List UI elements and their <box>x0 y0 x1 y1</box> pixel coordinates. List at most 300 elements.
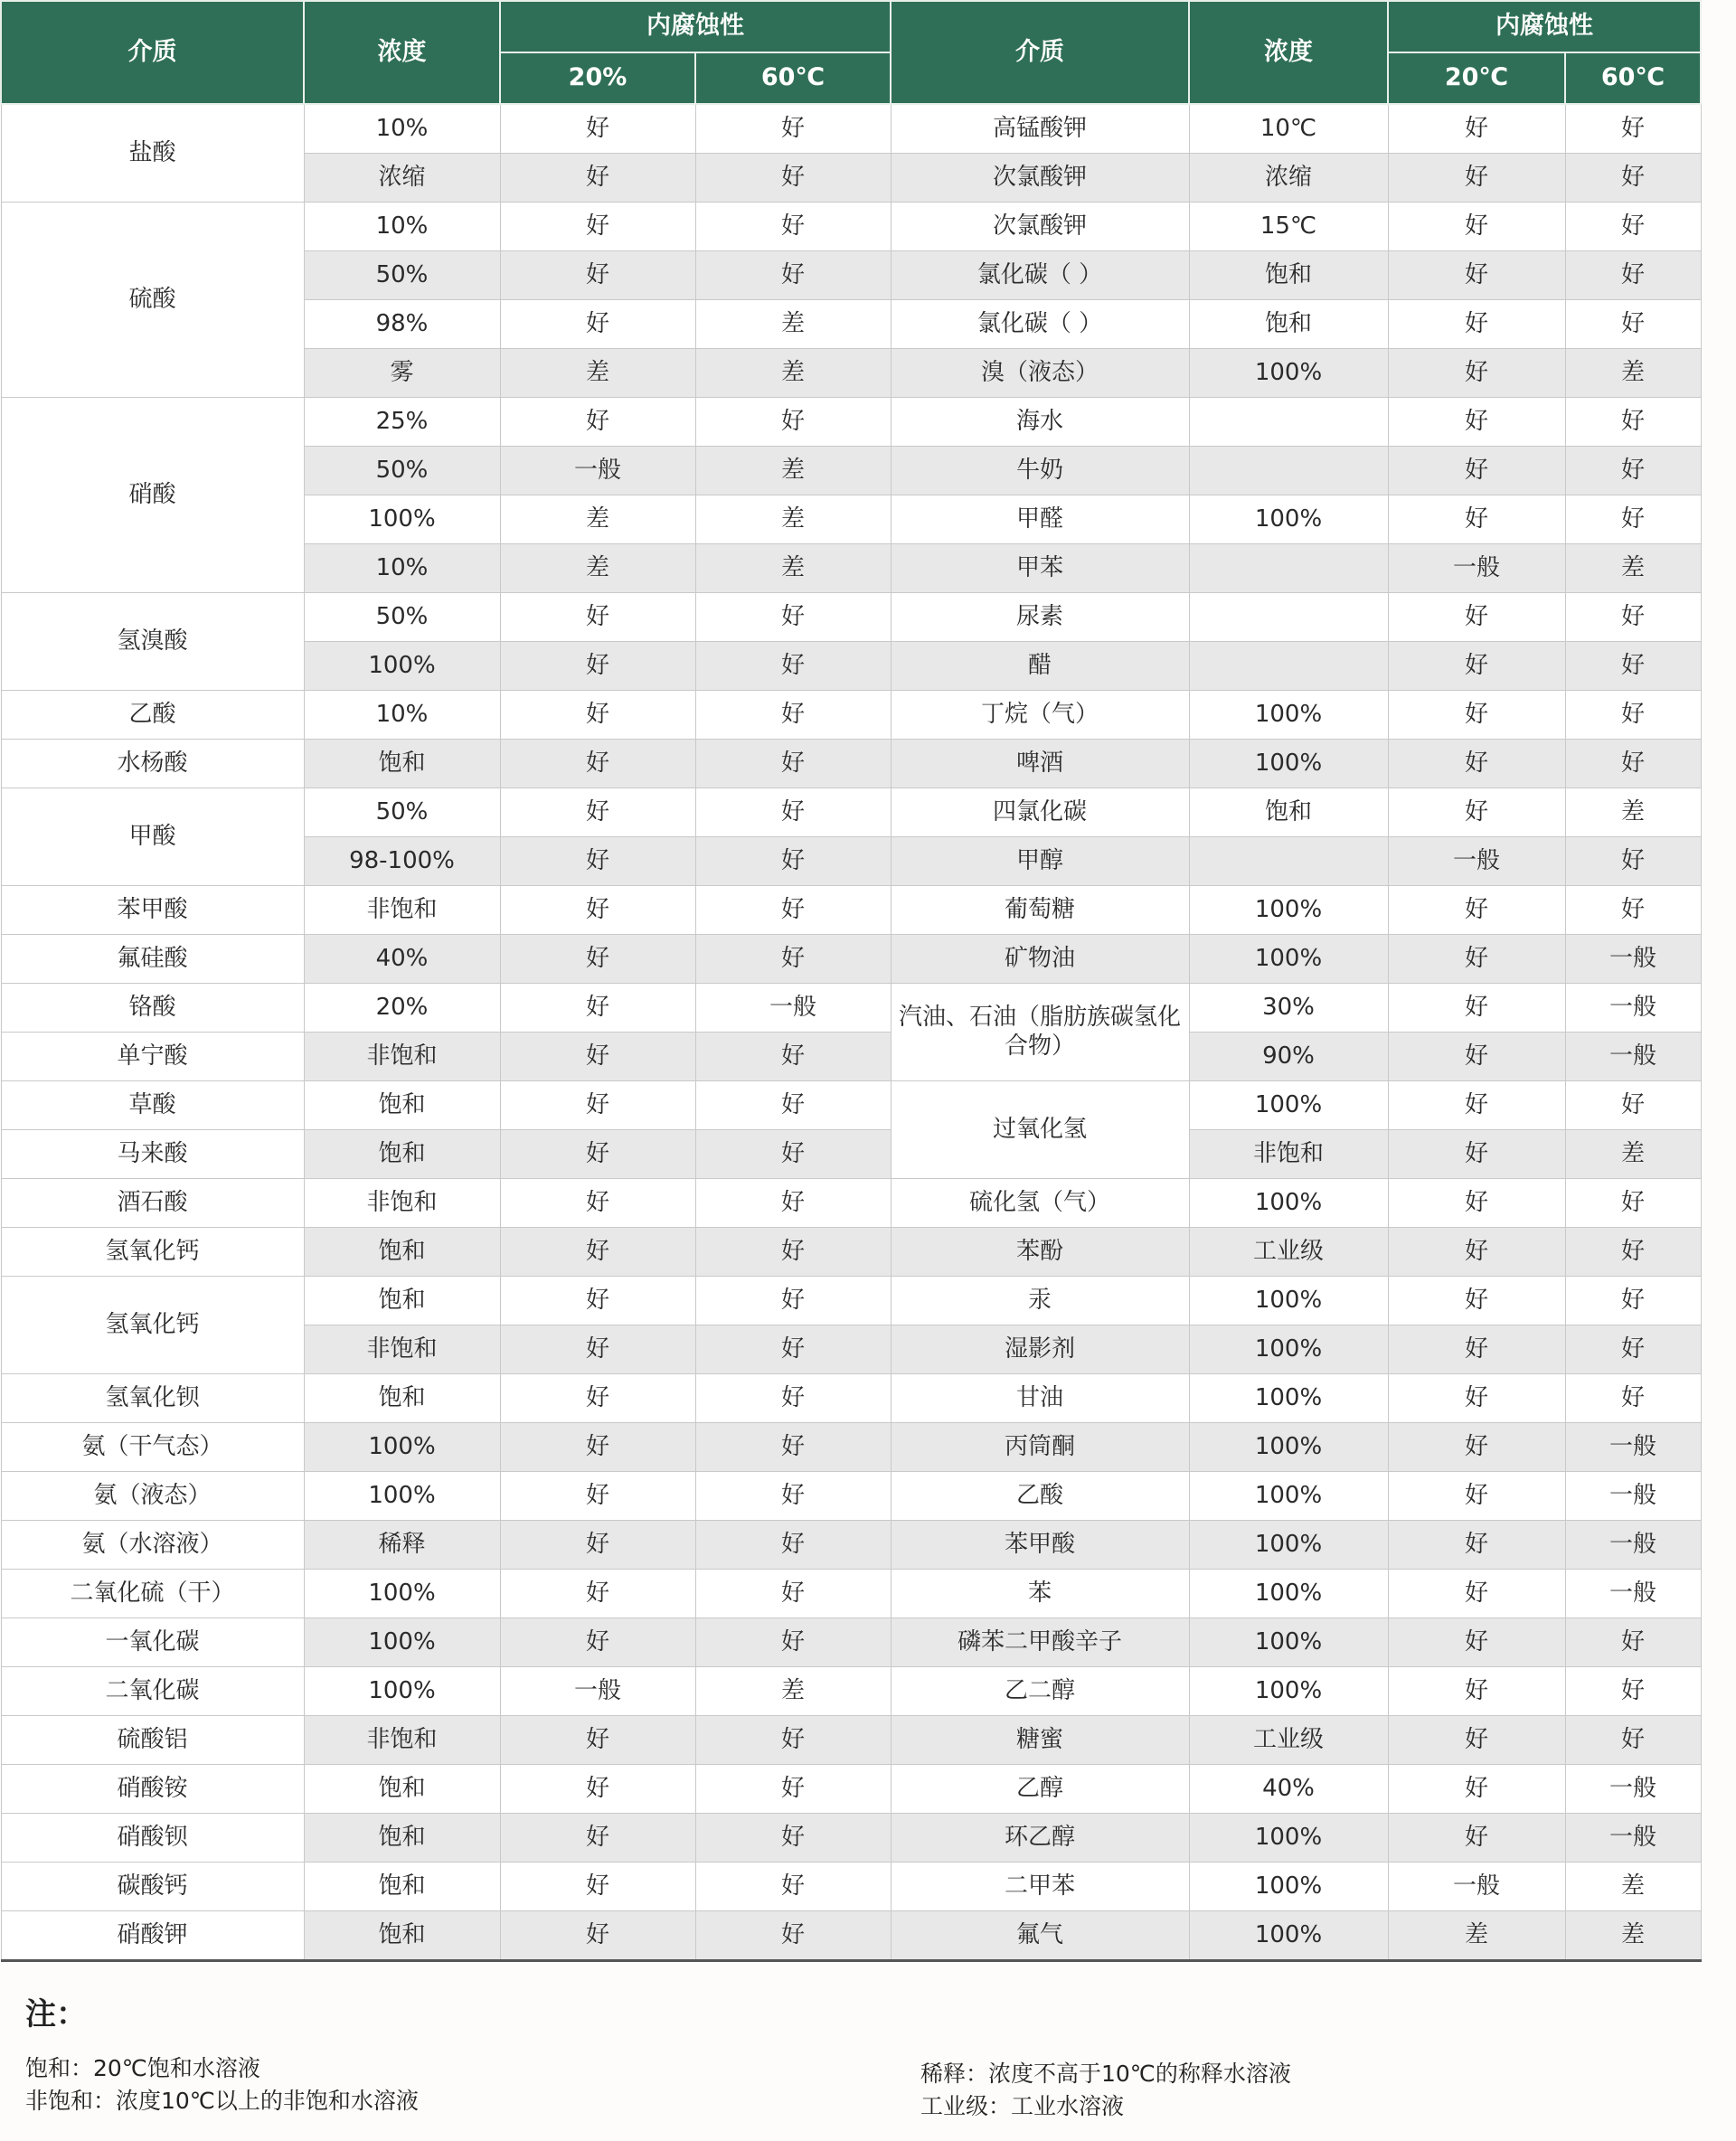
medium-cell: 乙醇 <box>891 1765 1189 1814</box>
medium-cell: 甘油 <box>891 1374 1189 1423</box>
resistance-60-cell: 好 <box>1565 154 1701 203</box>
concentration-cell: 25% <box>304 398 500 447</box>
resistance-60-cell: 好 <box>695 1277 891 1325</box>
concentration-cell: 饱和 <box>304 1374 500 1423</box>
resistance-60-cell: 差 <box>1565 544 1701 593</box>
resistance-60-cell: 一般 <box>1565 1472 1701 1521</box>
note-unsaturated: 非饱和：浓度10℃以上的非饱和水溶液 <box>25 2088 419 2114</box>
table-row <box>1 1521 1701 1570</box>
resistance-60-cell: 好 <box>1565 203 1701 251</box>
medium-cell: 甲醇 <box>891 837 1189 886</box>
resistance-20-cell: 好 <box>500 984 695 1033</box>
medium-cell: 硫化氢（气） <box>891 1179 1189 1228</box>
resistance-20-cell: 好 <box>500 1130 695 1179</box>
resistance-60-cell: 差 <box>1565 1863 1701 1911</box>
table-row <box>1 984 1701 1033</box>
resistance-60-cell: 差 <box>1565 788 1701 837</box>
resistance-20-cell: 差 <box>500 495 695 544</box>
medium-cell: 矿物油 <box>891 935 1189 984</box>
resistance-20-cell: 好 <box>500 154 695 203</box>
table-body <box>1 104 1701 1961</box>
concentration-cell: 100% <box>304 642 500 691</box>
medium-cell: 苯 <box>891 1570 1189 1618</box>
medium-cell: 硝酸钾 <box>1 1911 304 1961</box>
resistance-60-cell: 一般 <box>1565 1521 1701 1570</box>
medium-cell: 乙酸 <box>1 691 304 740</box>
concentration-cell: 100% <box>1189 1521 1388 1570</box>
concentration-cell: 工业级 <box>1189 1716 1388 1765</box>
header-medium: 介质 <box>1 1 304 104</box>
table-row <box>1 1130 1701 1179</box>
concentration-cell <box>1189 447 1388 495</box>
resistance-60-cell: 差 <box>1565 1911 1701 1961</box>
concentration-cell: 饱和 <box>304 1765 500 1814</box>
resistance-60-cell: 好 <box>695 935 891 984</box>
header-concentration: 浓度 <box>304 1 500 104</box>
medium-cell: 汞 <box>891 1277 1189 1325</box>
concentration-cell: 100% <box>304 1472 500 1521</box>
resistance-60-cell: 好 <box>695 740 891 788</box>
resistance-20-cell: 好 <box>1388 203 1565 251</box>
note-industrial: 工业级：工业水溶液 <box>920 2093 1125 2119</box>
concentration-cell: 100% <box>1189 1472 1388 1521</box>
resistance-20-cell: 好 <box>1388 1570 1565 1618</box>
concentration-cell: 雾 <box>304 349 500 398</box>
resistance-20-cell: 好 <box>500 104 695 154</box>
concentration-cell: 100% <box>1189 691 1388 740</box>
resistance-60-cell: 一般 <box>695 984 891 1033</box>
resistance-20-cell: 好 <box>1388 398 1565 447</box>
concentration-cell: 15℃ <box>1189 203 1388 251</box>
notes-title: 注： <box>25 1996 87 2033</box>
medium-cell: 苯甲酸 <box>891 1521 1189 1570</box>
medium-cell: 酒石酸 <box>1 1179 304 1228</box>
resistance-20-cell: 好 <box>500 251 695 300</box>
resistance-60-cell: 好 <box>1565 1325 1701 1374</box>
concentration-cell: 饱和 <box>304 1130 500 1179</box>
resistance-20-cell: 好 <box>1388 1716 1565 1765</box>
resistance-60-cell: 好 <box>695 1814 891 1863</box>
concentration-cell: 非饱和 <box>304 1325 500 1374</box>
resistance-60-cell: 一般 <box>1565 1570 1701 1618</box>
resistance-60-cell: 好 <box>695 1130 891 1179</box>
concentration-cell: 非饱和 <box>1189 1130 1388 1179</box>
concentration-cell: 饱和 <box>304 1228 500 1277</box>
resistance-20-cell: 好 <box>1388 1277 1565 1325</box>
resistance-20-cell: 好 <box>500 837 695 886</box>
resistance-20-cell: 一般 <box>1388 544 1565 593</box>
medium-cell: 单宁酸 <box>1 1033 304 1081</box>
table-row <box>1 1814 1701 1863</box>
medium-cell: 氯化碳（ ） <box>891 251 1189 300</box>
table-row <box>1 398 1701 447</box>
resistance-20-cell: 好 <box>1388 1033 1565 1081</box>
resistance-20-cell: 好 <box>1388 1618 1565 1667</box>
concentration-cell: 非饱和 <box>304 1179 500 1228</box>
header-row <box>1 1 1701 52</box>
resistance-60-cell: 好 <box>1565 1277 1701 1325</box>
resistance-20-cell: 好 <box>500 1814 695 1863</box>
medium-cell: 汽油、石油（脂肪族碳氢化合物） <box>891 984 1189 1081</box>
medium-cell: 二氧化硫（干） <box>1 1570 304 1618</box>
concentration-cell <box>1189 544 1388 593</box>
medium-cell: 一氧化碳 <box>1 1618 304 1667</box>
resistance-60-cell: 好 <box>1565 1618 1701 1667</box>
resistance-20-cell: 差 <box>1388 1911 1565 1961</box>
resistance-20-cell: 好 <box>500 691 695 740</box>
concentration-cell: 100% <box>304 1423 500 1472</box>
table-row <box>1 1472 1701 1521</box>
resistance-20-cell: 好 <box>500 300 695 349</box>
medium-cell: 盐酸 <box>1 104 304 203</box>
resistance-60-cell: 好 <box>1565 104 1701 154</box>
medium-cell: 乙二醇 <box>891 1667 1189 1716</box>
header-corrosion: 内腐蚀性 <box>500 1 891 52</box>
resistance-60-cell: 好 <box>1565 1716 1701 1765</box>
concentration-cell: 10% <box>304 544 500 593</box>
table-row <box>1 593 1701 642</box>
concentration-cell: 100% <box>1189 349 1388 398</box>
resistance-20-cell: 好 <box>1388 886 1565 935</box>
medium-cell: 苯甲酸 <box>1 886 304 935</box>
resistance-60-cell: 差 <box>695 1667 891 1716</box>
resistance-60-cell: 差 <box>695 544 891 593</box>
resistance-60-cell: 好 <box>695 691 891 740</box>
table-row <box>1 1765 1701 1814</box>
resistance-20-cell: 差 <box>500 544 695 593</box>
medium-cell: 环乙醇 <box>891 1814 1189 1863</box>
medium-cell: 硝酸钡 <box>1 1814 304 1863</box>
resistance-20-cell: 好 <box>500 1179 695 1228</box>
table-row <box>1 104 1701 154</box>
concentration-cell: 10℃ <box>1189 104 1388 154</box>
resistance-20-cell: 好 <box>1388 740 1565 788</box>
concentration-cell: 100% <box>304 1618 500 1667</box>
table-row <box>1 1863 1701 1911</box>
concentration-cell: 非饱和 <box>304 1033 500 1081</box>
concentration-cell: 98% <box>304 300 500 349</box>
table-row <box>1 1179 1701 1228</box>
medium-cell: 丁烷（气） <box>891 691 1189 740</box>
resistance-60-cell: 好 <box>695 1179 891 1228</box>
resistance-20-cell: 好 <box>500 1521 695 1570</box>
concentration-cell: 50% <box>304 251 500 300</box>
resistance-20-cell: 好 <box>1388 984 1565 1033</box>
concentration-cell: 100% <box>1189 1667 1388 1716</box>
concentration-cell: 饱和 <box>304 1277 500 1325</box>
resistance-20-cell: 好 <box>1388 104 1565 154</box>
resistance-20-cell: 好 <box>500 1716 695 1765</box>
medium-cell: 氢氧化钡 <box>1 1374 304 1423</box>
resistance-20-cell: 好 <box>500 1228 695 1277</box>
concentration-cell: 非饱和 <box>304 886 500 935</box>
resistance-20-cell: 好 <box>1388 1765 1565 1814</box>
medium-cell: 湿影剂 <box>891 1325 1189 1374</box>
resistance-60-cell: 好 <box>695 1618 891 1667</box>
medium-cell: 硫酸 <box>1 203 304 398</box>
notes <box>25 1989 1707 2119</box>
resistance-20-cell: 好 <box>1388 1521 1565 1570</box>
resistance-20-cell: 好 <box>1388 300 1565 349</box>
concentration-cell: 50% <box>304 593 500 642</box>
resistance-20-cell: 好 <box>1388 1081 1565 1130</box>
resistance-20-cell: 好 <box>500 1277 695 1325</box>
medium-cell: 磷苯二甲酸辛子 <box>891 1618 1189 1667</box>
resistance-20-cell: 一般 <box>500 1667 695 1716</box>
resistance-20-cell: 好 <box>500 1911 695 1961</box>
resistance-60-cell: 好 <box>1565 251 1701 300</box>
concentration-cell: 98-100% <box>304 837 500 886</box>
resistance-60-cell: 好 <box>1565 1667 1701 1716</box>
medium-cell: 尿素 <box>891 593 1189 642</box>
resistance-20-cell: 好 <box>500 1081 695 1130</box>
medium-cell: 甲酸 <box>1 788 304 886</box>
medium-cell: 铬酸 <box>1 984 304 1033</box>
medium-cell: 氨（水溶液） <box>1 1521 304 1570</box>
resistance-20-cell: 好 <box>1388 251 1565 300</box>
resistance-20-cell: 好 <box>1388 1814 1565 1863</box>
resistance-60-cell: 好 <box>695 104 891 154</box>
resistance-60-cell: 好 <box>695 398 891 447</box>
resistance-20-cell: 好 <box>1388 788 1565 837</box>
resistance-60-cell: 好 <box>1565 1228 1701 1277</box>
medium-cell: 草酸 <box>1 1081 304 1130</box>
resistance-20-cell: 好 <box>500 740 695 788</box>
concentration-cell: 100% <box>1189 740 1388 788</box>
concentration-cell: 饱和 <box>304 1911 500 1961</box>
resistance-20-cell: 好 <box>1388 1423 1565 1472</box>
table-row <box>1 740 1701 788</box>
resistance-20-cell: 一般 <box>1388 1863 1565 1911</box>
medium-cell: 苯酚 <box>891 1228 1189 1277</box>
table-row <box>1 1911 1701 1961</box>
header-temp-60: 60℃ <box>695 52 891 104</box>
resistance-20-cell: 好 <box>1388 447 1565 495</box>
resistance-60-cell: 好 <box>1565 691 1701 740</box>
resistance-60-cell: 好 <box>695 837 891 886</box>
resistance-60-cell: 好 <box>695 1472 891 1521</box>
resistance-60-cell: 一般 <box>1565 984 1701 1033</box>
resistance-60-cell: 好 <box>695 1081 891 1130</box>
concentration-cell: 饱和 <box>304 1814 500 1863</box>
table-row <box>1 1667 1701 1716</box>
medium-cell: 氟气 <box>891 1911 1189 1961</box>
resistance-60-cell: 一般 <box>1565 1423 1701 1472</box>
resistance-20-cell: 好 <box>1388 593 1565 642</box>
resistance-60-cell: 好 <box>695 203 891 251</box>
header-temp-20: 20% <box>500 52 695 104</box>
resistance-20-cell: 好 <box>1388 642 1565 691</box>
concentration-cell: 90% <box>1189 1033 1388 1081</box>
resistance-20-cell: 好 <box>1388 1179 1565 1228</box>
resistance-20-cell: 好 <box>1388 495 1565 544</box>
resistance-20-cell: 好 <box>500 1423 695 1472</box>
medium-cell: 牛奶 <box>891 447 1189 495</box>
header-concentration: 浓度 <box>1189 1 1388 104</box>
resistance-60-cell: 好 <box>695 1911 891 1961</box>
resistance-20-cell: 好 <box>1388 1374 1565 1423</box>
medium-cell: 啤酒 <box>891 740 1189 788</box>
table-row <box>1 1228 1701 1277</box>
medium-cell: 丙筒酮 <box>891 1423 1189 1472</box>
concentration-cell: 浓缩 <box>304 154 500 203</box>
resistance-20-cell: 好 <box>500 1374 695 1423</box>
concentration-cell: 50% <box>304 447 500 495</box>
medium-cell: 马来酸 <box>1 1130 304 1179</box>
concentration-cell <box>1189 642 1388 691</box>
resistance-20-cell: 好 <box>1388 1130 1565 1179</box>
concentration-cell: 工业级 <box>1189 1228 1388 1277</box>
header-medium: 介质 <box>891 1 1189 104</box>
note-saturated: 饱和：20℃饱和水溶液 <box>25 2055 260 2081</box>
medium-cell: 甲苯 <box>891 544 1189 593</box>
concentration-cell: 50% <box>304 788 500 837</box>
concentration-cell: 100% <box>1189 886 1388 935</box>
resistance-20-cell: 好 <box>500 1765 695 1814</box>
resistance-20-cell: 好 <box>1388 1228 1565 1277</box>
resistance-20-cell: 好 <box>1388 1667 1565 1716</box>
concentration-cell: 饱和 <box>304 740 500 788</box>
medium-cell: 硝酸铵 <box>1 1765 304 1814</box>
resistance-20-cell: 差 <box>500 349 695 398</box>
table-row <box>1 1033 1701 1081</box>
resistance-20-cell: 好 <box>1388 349 1565 398</box>
concentration-cell: 饱和 <box>304 1863 500 1911</box>
concentration-cell: 100% <box>1189 1911 1388 1961</box>
concentration-cell: 饱和 <box>1189 788 1388 837</box>
resistance-20-cell: 好 <box>1388 1472 1565 1521</box>
resistance-60-cell: 好 <box>1565 1179 1701 1228</box>
resistance-60-cell: 好 <box>1565 642 1701 691</box>
resistance-20-cell: 好 <box>500 886 695 935</box>
medium-cell: 葡萄糖 <box>891 886 1189 935</box>
table-row <box>1 203 1701 251</box>
medium-cell: 碳酸钙 <box>1 1863 304 1911</box>
resistance-20-cell: 好 <box>500 203 695 251</box>
header-temp-60: 60℃ <box>1565 52 1701 104</box>
concentration-cell: 10% <box>304 203 500 251</box>
concentration-cell: 40% <box>304 935 500 984</box>
table-row <box>1 1716 1701 1765</box>
medium-cell: 水杨酸 <box>1 740 304 788</box>
medium-cell: 氨（液态） <box>1 1472 304 1521</box>
resistance-60-cell: 好 <box>695 886 891 935</box>
resistance-60-cell: 好 <box>695 642 891 691</box>
resistance-60-cell: 好 <box>1565 837 1701 886</box>
concentration-cell <box>1189 593 1388 642</box>
medium-cell: 甲醛 <box>891 495 1189 544</box>
table-row <box>1 691 1701 740</box>
resistance-60-cell: 好 <box>1565 740 1701 788</box>
resistance-60-cell: 好 <box>695 1765 891 1814</box>
medium-cell: 二氧化碳 <box>1 1667 304 1716</box>
header-corrosion: 内腐蚀性 <box>1388 1 1701 52</box>
resistance-20-cell: 好 <box>500 935 695 984</box>
medium-cell: 溴（液态） <box>891 349 1189 398</box>
concentration-cell: 饱和 <box>1189 251 1388 300</box>
medium-cell: 二甲苯 <box>891 1863 1189 1911</box>
resistance-20-cell: 好 <box>1388 1325 1565 1374</box>
resistance-60-cell: 好 <box>695 251 891 300</box>
concentration-cell: 饱和 <box>1189 300 1388 349</box>
concentration-cell: 100% <box>1189 1423 1388 1472</box>
resistance-60-cell: 好 <box>1565 495 1701 544</box>
resistance-20-cell: 一般 <box>1388 837 1565 886</box>
resistance-60-cell: 一般 <box>1565 1033 1701 1081</box>
concentration-cell: 100% <box>1189 1863 1388 1911</box>
medium-cell: 四氯化碳 <box>891 788 1189 837</box>
medium-cell: 氢氧化钙 <box>1 1228 304 1277</box>
resistance-20-cell: 好 <box>500 1618 695 1667</box>
concentration-cell <box>1189 398 1388 447</box>
resistance-20-cell: 好 <box>500 642 695 691</box>
medium-cell: 醋 <box>891 642 1189 691</box>
medium-cell: 海水 <box>891 398 1189 447</box>
concentration-cell: 浓缩 <box>1189 154 1388 203</box>
concentration-cell: 100% <box>1189 1081 1388 1130</box>
resistance-20-cell: 好 <box>500 398 695 447</box>
resistance-60-cell: 差 <box>1565 349 1701 398</box>
concentration-cell: 100% <box>1189 935 1388 984</box>
resistance-60-cell: 一般 <box>1565 1814 1701 1863</box>
medium-cell: 氢氧化钙 <box>1 1277 304 1374</box>
concentration-cell: 100% <box>1189 1277 1388 1325</box>
table-row <box>1 1277 1701 1325</box>
resistance-60-cell: 好 <box>1565 1081 1701 1130</box>
medium-cell: 氢溴酸 <box>1 593 304 691</box>
resistance-20-cell: 好 <box>500 1570 695 1618</box>
concentration-cell: 10% <box>304 691 500 740</box>
concentration-cell: 100% <box>1189 1570 1388 1618</box>
resistance-20-cell: 好 <box>500 1033 695 1081</box>
resistance-60-cell: 好 <box>1565 593 1701 642</box>
medium-cell: 高锰酸钾 <box>891 104 1189 154</box>
concentration-cell: 40% <box>1189 1765 1388 1814</box>
medium-cell: 次氯酸钾 <box>891 203 1189 251</box>
resistance-20-cell: 好 <box>1388 154 1565 203</box>
concentration-cell: 100% <box>1189 1374 1388 1423</box>
medium-cell: 次氯酸钾 <box>891 154 1189 203</box>
table-row <box>1 788 1701 837</box>
table-row <box>1 1618 1701 1667</box>
resistance-20-cell: 好 <box>1388 691 1565 740</box>
concentration-cell: 100% <box>1189 1179 1388 1228</box>
resistance-60-cell: 差 <box>695 300 891 349</box>
concentration-cell: 100% <box>1189 495 1388 544</box>
resistance-20-cell: 好 <box>500 788 695 837</box>
concentration-cell: 100% <box>1189 1325 1388 1374</box>
medium-cell: 糖蜜 <box>891 1716 1189 1765</box>
concentration-cell: 非饱和 <box>304 1716 500 1765</box>
concentration-cell: 10% <box>304 104 500 154</box>
medium-cell: 乙酸 <box>891 1472 1189 1521</box>
table-row <box>1 935 1701 984</box>
resistance-60-cell: 好 <box>695 1423 891 1472</box>
table-row <box>1 1081 1701 1130</box>
resistance-20-cell: 好 <box>500 1325 695 1374</box>
table-row <box>1 1423 1701 1472</box>
resistance-60-cell: 差 <box>695 495 891 544</box>
resistance-60-cell: 一般 <box>1565 935 1701 984</box>
resistance-60-cell: 好 <box>695 1325 891 1374</box>
resistance-60-cell: 好 <box>695 1863 891 1911</box>
concentration-cell: 20% <box>304 984 500 1033</box>
table-row <box>1 1570 1701 1618</box>
resistance-60-cell: 好 <box>695 788 891 837</box>
resistance-60-cell: 差 <box>695 349 891 398</box>
medium-cell: 氨（干气态） <box>1 1423 304 1472</box>
resistance-60-cell: 好 <box>695 1374 891 1423</box>
